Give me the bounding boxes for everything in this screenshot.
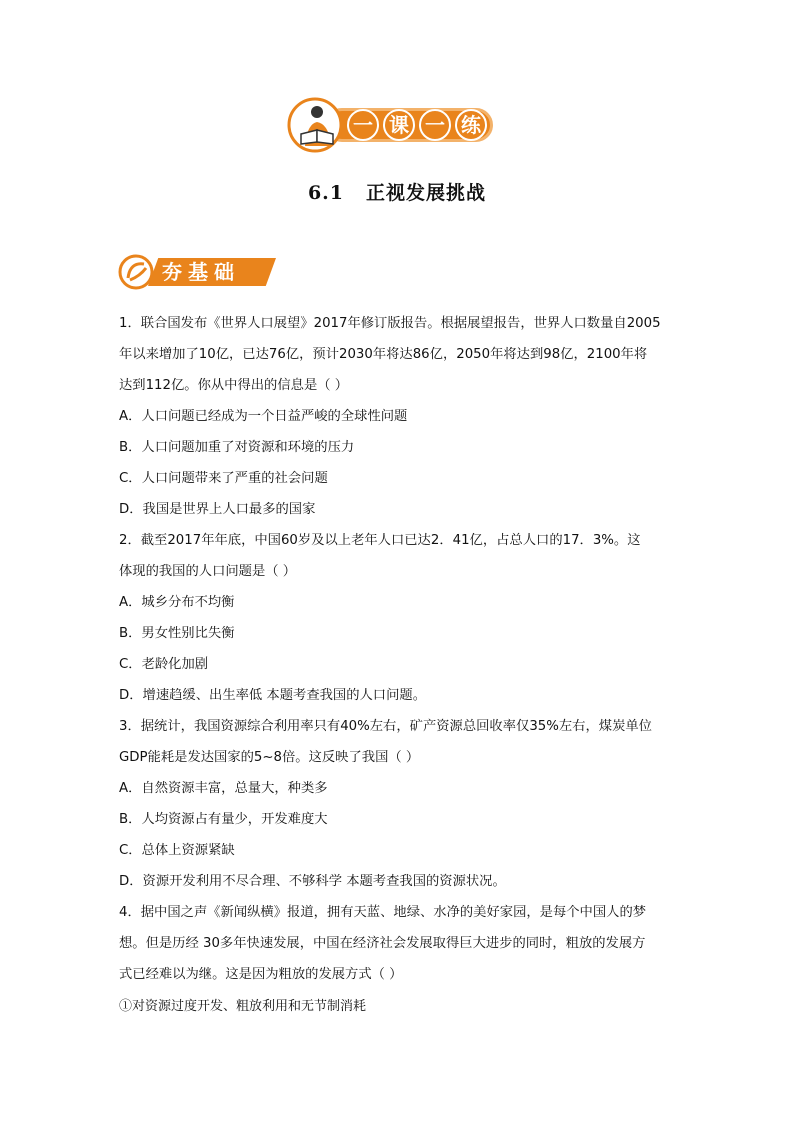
- option-line: A．城乡分布不均衡: [119, 595, 235, 610]
- option-line: C．总体上资源紧缺: [119, 843, 235, 858]
- title-number: 6.1: [307, 182, 345, 204]
- option-line: D．我国是世界上人口最多的国家: [119, 502, 316, 517]
- option-line: B．男女性别比失衡: [119, 626, 235, 641]
- text-line: 1．联合国发布《世界人口展望》2017年修订版报告。根据展望报告，世界人口数量自2005: [119, 316, 661, 331]
- page-title: [0, 178, 794, 205]
- text-line: 达到112亿。你从中得出的信息是（ ）: [119, 378, 349, 393]
- text-line: 年以来增加了10亿，已达76亿，预计2030年将达86亿，2050年将达到98亿，2100年将: [119, 347, 648, 362]
- option-line: A．自然资源丰富，总量大，种类多: [119, 781, 328, 796]
- text-line: ①对资源过度开发、粗放利用和无节制消耗: [119, 999, 367, 1014]
- text-line: 式已经难以为继。这是因为粗放的发展方式（ ）: [119, 967, 403, 982]
- section-logo-icon: [118, 254, 156, 290]
- option-line: B．人口问题加重了对资源和环境的压力: [119, 440, 355, 455]
- section-label: [118, 252, 278, 292]
- section-label-text: 夯基础: [162, 260, 240, 284]
- text-line: 2．截至2017年年底，中国60岁及以上老年人口已达2．41亿，占总人口的17．3%。这: [119, 533, 641, 548]
- student-reading-icon: [287, 96, 349, 154]
- text-line: 体现的我国的人口问题是（ ）: [119, 564, 297, 579]
- option-line: C．老龄化加剧: [119, 657, 209, 672]
- text-line: 4．据中国之声《新闻纵横》报道，拥有天蓝、地绿、水净的美好家园，是每个中国人的梦: [119, 905, 647, 920]
- text-line: 3．据统计，我国资源综合利用率只有40%左右，矿产资源总回收率仅35%左右，煤炭单位: [119, 719, 652, 734]
- banner-char: 练: [455, 109, 487, 141]
- question-content: [119, 308, 679, 1022]
- option-line: B．人均资源占有量少，开发难度大: [119, 812, 328, 827]
- text-line: 想。但是历经 30多年快速发展，中国在经济社会发展取得巨大进步的同时，粗放的发展方: [119, 936, 646, 951]
- text-line: GDP能耗是发达国家的5~8倍。这反映了我国（ ）: [119, 750, 420, 765]
- option-line: D．资源开发利用不尽合理、不够科学 本题考查我国的资源状况。: [119, 874, 506, 889]
- banner-char: 一: [347, 109, 379, 141]
- option-line: C．人口问题带来了严重的社会问题: [119, 471, 328, 486]
- title-text: 正视发展挑战: [366, 182, 487, 204]
- banner: [287, 96, 497, 154]
- banner-char: 课: [383, 109, 415, 141]
- option-line: D．增速趋缓、出生率低 本题考查我国的人口问题。: [119, 688, 426, 703]
- option-line: A．人口问题已经成为一个日益严峻的全球性问题: [119, 409, 408, 424]
- banner-char: 一: [419, 109, 451, 141]
